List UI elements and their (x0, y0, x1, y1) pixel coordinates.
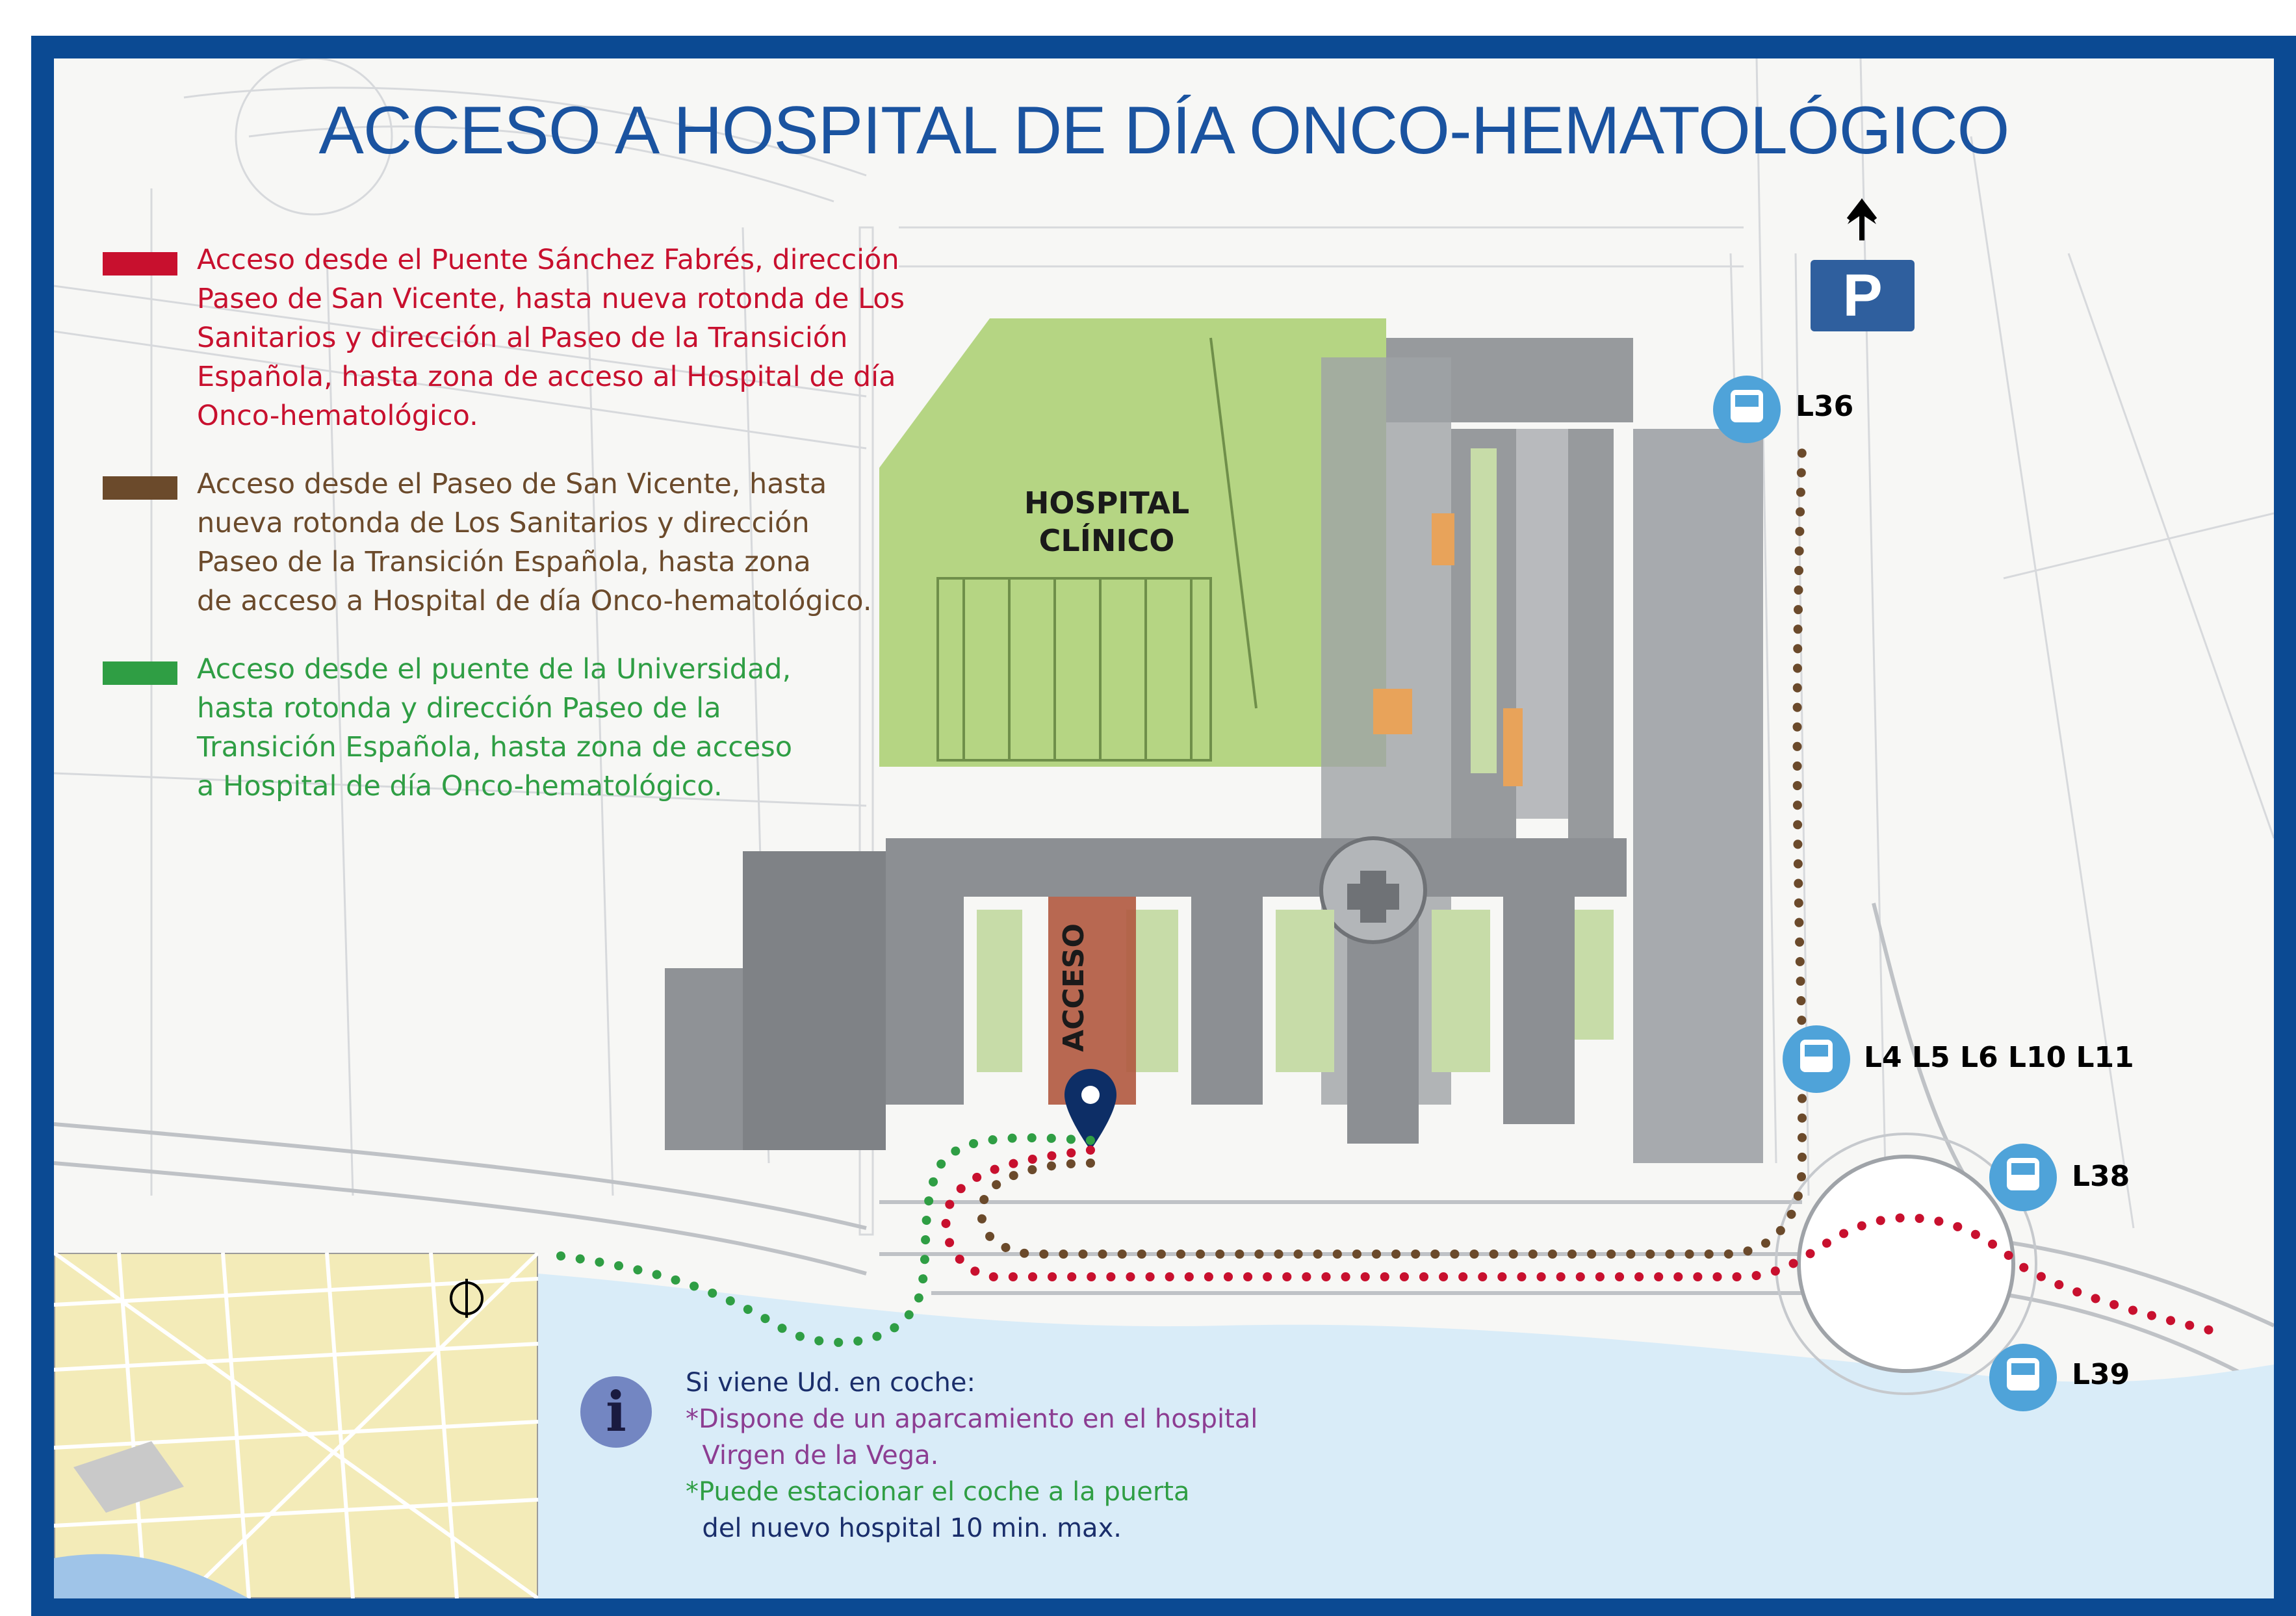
hospital-clinico-label: HOSPITAL CLÍNICO (1024, 485, 1190, 558)
info-line-1: *Dispone de un aparcamiento en el hospital (686, 1404, 1258, 1434)
legend-swatch-red (103, 252, 177, 276)
bus-icon (1989, 1344, 2057, 1411)
parking-symbol: P (1842, 263, 1883, 329)
bus-stop-label-l38: L38 (2072, 1160, 2130, 1193)
map-frame (31, 36, 2296, 1616)
access-label: ACCESO (1057, 923, 1090, 1052)
legend-text-green: Acceso desde el puente de la Universidad, hasta rotonda y dirección Paseo de la Transición Española, hasta zona de acceso a Hospital de día Onco-hematológico. (197, 653, 793, 802)
info-box (580, 1365, 1360, 1579)
legend-swatch-brown (103, 476, 177, 500)
info-line-3: *Puede estacionar el coche a la puerta (686, 1477, 1190, 1507)
inset-city-map (54, 1253, 538, 1598)
info-line-4: del nuevo hospital 10 min. max. (686, 1513, 1122, 1543)
info-line-2: Virgen de la Vega. (686, 1441, 939, 1470)
north-arrow-icon (1848, 198, 1876, 240)
bus-icon (1989, 1144, 2057, 1211)
page-title: ACCESO A HOSPITAL DE DÍA ONCO-HEMATOLÓGICO (318, 93, 2009, 168)
bus-icon (1713, 376, 1781, 443)
info-icon: i (580, 1376, 652, 1448)
legend-text-red: Acceso desde el Puente Sánchez Fabrés, dirección Paseo de San Vicente, hasta nueva rotonda de Los Sanitarios y dirección al Paseo de la Transición Española, hasta zona de acceso al Hospital de día Onco-hematológico. (197, 244, 905, 432)
bus-stop-label-l36: L36 (1796, 390, 1854, 423)
legend-text-brown: Acceso desde el Paseo de San Vicente, hasta nueva rotonda de Los Sanitarios y dirección Paseo de la Transición Española, hasta zona de acceso a Hospital de día Onco-hematológico. (197, 468, 872, 617)
parking-icon (1811, 260, 1915, 331)
legend-swatch-green (103, 661, 177, 685)
info-heading: Si viene Ud. en coche: (686, 1368, 975, 1398)
bus-stop-label-l39: L39 (2072, 1358, 2130, 1391)
bus-icon (1783, 1025, 1850, 1093)
bus-stop-label-l4-l11: L4 L5 L6 L10 L11 (1864, 1041, 2134, 1074)
